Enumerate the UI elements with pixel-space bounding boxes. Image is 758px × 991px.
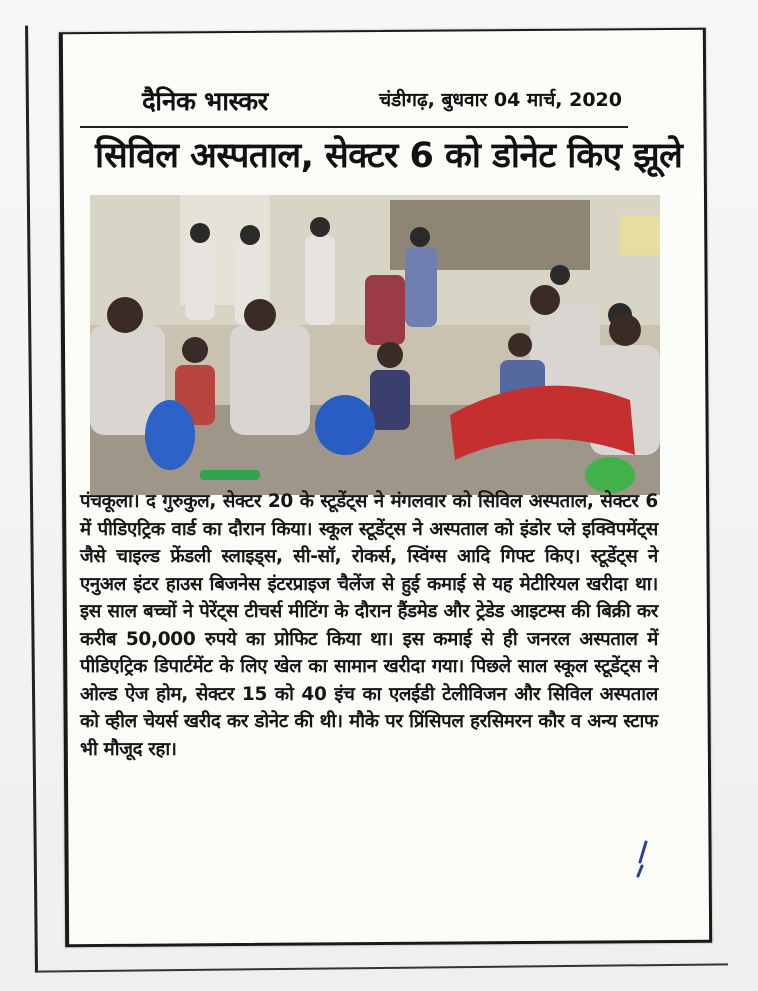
news-photo-image (90, 195, 660, 495)
article-body: पंचकूला। द गुरुकुल, सेक्टर 20 के स्टूडेंट्स ने मंगलवार को सिविल अस्पताल, सेक्टर 6 में पीडिएट्रिक वार्ड का दौरान किया। स्कूल स्टूडेंट्स ने अस्पताल को इंडोर प्ले इक्विपमेंट्स जैसे चाइल्ड फ्रेंडली स्लाइड्स, सी-सॉ, रोकर्स, स्विंग्स आदि गिफ्ट किए। स्टूडेंट्स ने एनुअल इंटर हाउस बिजनेस इंटरप्राइज चैलेंज से हुई कमाई से यह मेटीरियल खरीदा था। इस साल बच्चों ने पेरेंट्स टीचर्स मीटिंग के दौरान हैंडमेड और ट्रेडेड आइटम्स की बिक्री कर करीब 50,000 रुपये का प्रोफिट किया था। इस कमाई से ही जनरल अस्पताल में पीडिएट्रिक डिपार्टमेंट के लिए खेल का सामान खरीदा गया। पिछले साल स्कूल स्टूडेंट्स ने ओल्ड ऐज होम, सेक्टर 15 को 40 इंच का एलईडी टेलीविजन और सिविल अस्पताल को व्हील चेयर्स खरीद कर डोनेट की थी। मौके पर प्रिंसिपल हरसिमरन कौर व अन्य स्टाफ भी मौजूद रहा। (80, 491, 658, 760)
masthead (80, 78, 628, 128)
dateline: चंडीगढ़, बुधवार 04 मार्च, 2020 (379, 89, 622, 111)
newspaper-name: दैनिक भास्कर (142, 87, 268, 117)
pen-mark-icon (624, 838, 664, 878)
photo-illustration (90, 195, 660, 495)
article-headline: सिविल अस्पताल, सेक्टर 6 को डोनेट किए झूले (95, 136, 683, 176)
